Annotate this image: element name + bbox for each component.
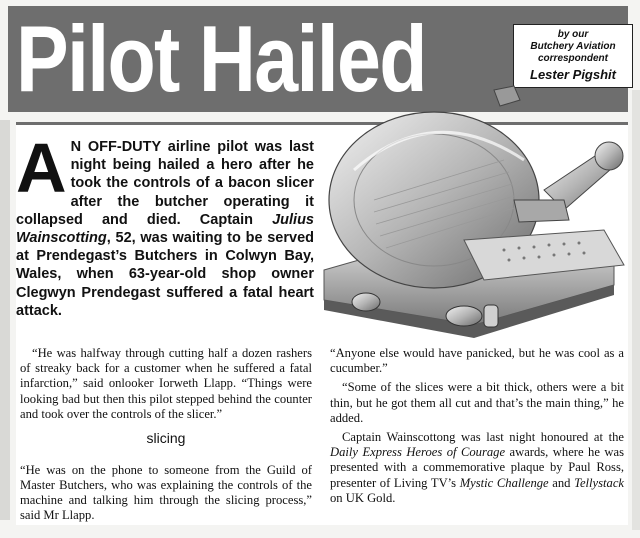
para5-text-a: Captain Wainscottong was last night honoured at the: [342, 430, 624, 445]
lead-text-2: , 52, was waiting to be served at Prendegast’s Butchers in Colwyn Bay, Wales, when 63-year-old shop owner Clegwyn Prendegast suffered a fatal heart attack.: [16, 230, 314, 319]
para5-text-d: on UK Gold.: [330, 490, 396, 505]
article-lead: [16, 129, 314, 320]
drop-cap: A: [16, 129, 67, 207]
lead-text-1: N OFF-DUTY airline pilot was last night being hailed a hero after he took the controls of a bacon slicer after the butcher operating it collapsed and died. Captain: [16, 139, 314, 228]
body-column-right: [330, 346, 624, 506]
show-name-2: Tellystack: [574, 475, 624, 490]
body-paragraph-4: “Some of the slices were a bit thick, others were a bit thin, but he got them all cut and that’s the main thing,” he added.: [330, 380, 624, 425]
lead-pilot-name: Julius Wainscotting: [16, 211, 314, 247]
byline-line-2: Butchery Aviation: [530, 41, 616, 52]
body-column-left: [20, 346, 312, 422]
adjacent-page-edge-left: [0, 120, 10, 520]
byline-box: [513, 24, 633, 88]
body-paragraph-5: [330, 430, 624, 506]
body-paragraph-1: “He was halfway through cutting half a dozen rashers of streaky back for a customer when he suffered a fatal infarction,” said onlooker Iorweth Llapp. “Things were looking bad but then this pilot stepped behind the counter and took over the controls of the slicer.”: [20, 346, 312, 421]
show-name-1: Mystic Challenge: [459, 475, 549, 490]
subheading: slicing: [146, 430, 186, 446]
body-paragraph-3: “Anyone else would have panicked, but he was cool as a cucumber.”: [330, 346, 624, 376]
bacon-slicer-icon: [314, 80, 636, 342]
body-paragraph-2: “He was on the phone to someone from the Guild of Master Butchers, who was explaining the controls of the machine and talking him through the slicing process,” said Mr Llapp.: [20, 462, 312, 523]
headline: Pilot Hailed: [16, 6, 426, 111]
byline-line-3: correspondent: [537, 53, 608, 64]
byline-name: Lester Pigshit: [530, 67, 616, 82]
award-name: Daily Express Heroes of Courage: [330, 445, 506, 460]
body-column-left-continued: [20, 450, 312, 536]
para5-text-b: awards, where he was presented with a commemorative plaque by Paul Ross, presenter of Living TV’s: [330, 445, 624, 490]
para5-text-c: and: [548, 475, 575, 490]
byline-line-1: by our: [557, 29, 589, 40]
